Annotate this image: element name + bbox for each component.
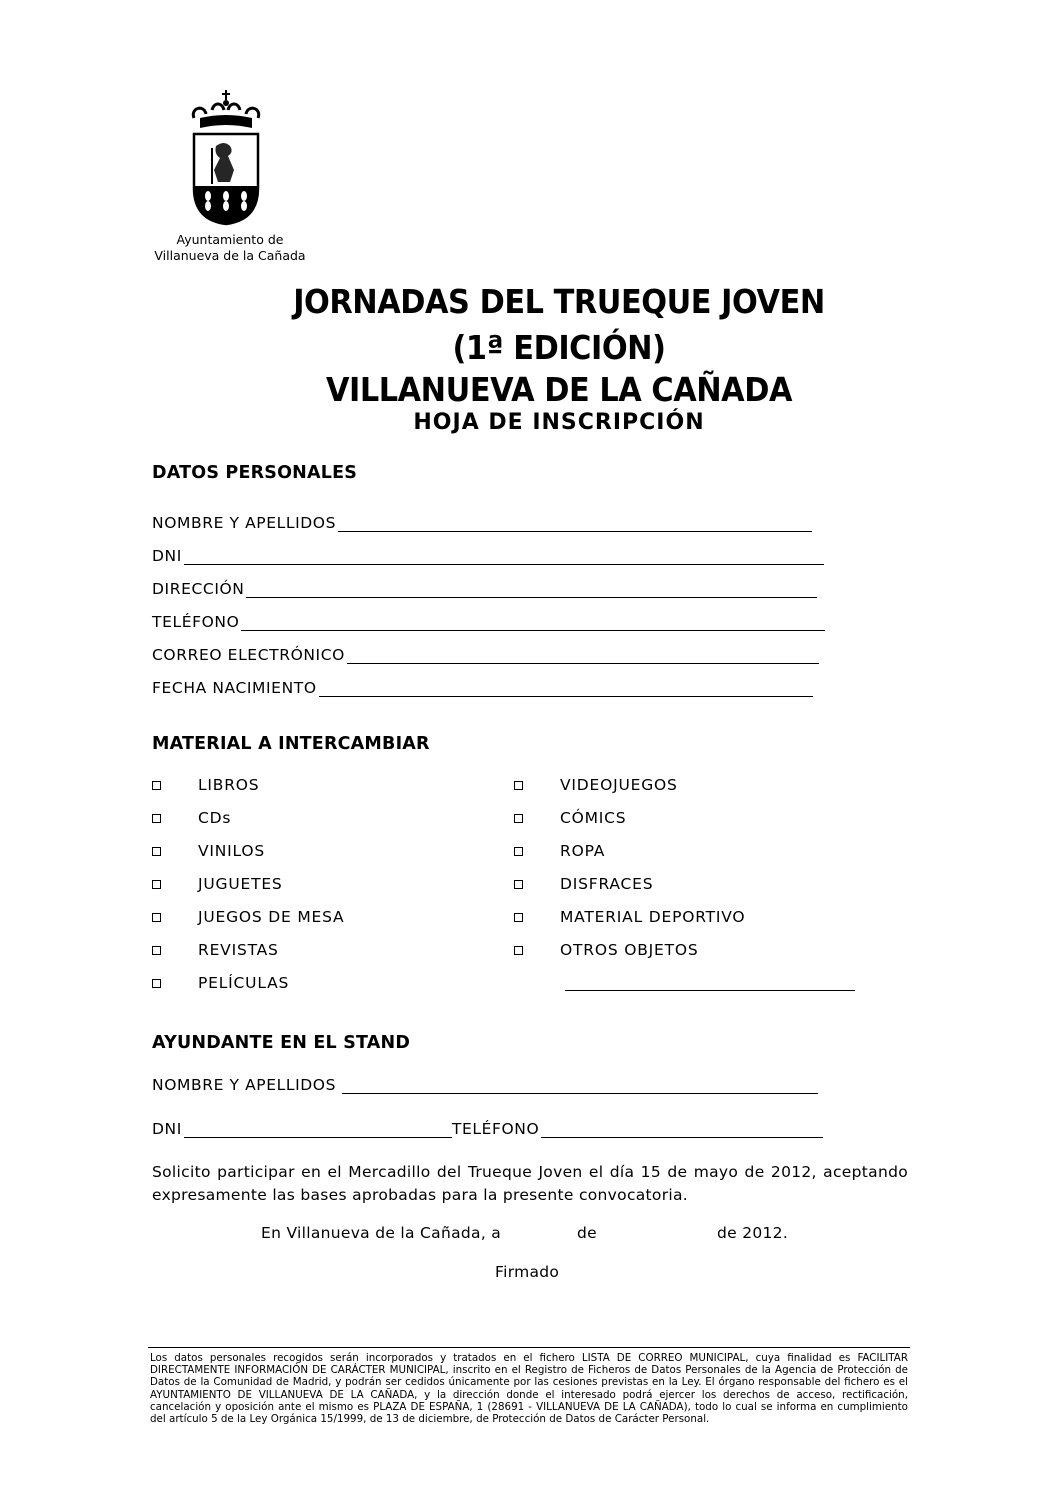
helper-phone-input-line[interactable] [541, 1121, 823, 1138]
date-de-text: de [577, 1224, 597, 1242]
material-option-ropa[interactable] [514, 840, 745, 862]
option-label: LIBROS [198, 776, 260, 794]
event-title-line3: VILLANUEVA DE LA CAÑADA [325, 370, 793, 409]
checkbox[interactable] [152, 913, 161, 922]
checkbox[interactable] [152, 814, 161, 823]
field-birthdate-label: FECHA NACIMIENTO [152, 679, 317, 697]
helper-phone-label: TELÉFONO [451, 1120, 540, 1138]
other-objects-input-line[interactable] [565, 990, 855, 991]
checkbox[interactable] [152, 946, 161, 955]
event-title-line1: JORNADAS DEL TRUEQUE JOVEN [293, 282, 825, 321]
field-name-input-line[interactable] [338, 515, 812, 532]
helper-name-field[interactable] [152, 1074, 818, 1094]
material-option-cds[interactable] [152, 807, 344, 829]
form-subtitle: HOJA DE INSCRIPCIÓN [413, 410, 705, 435]
data-protection-notice: Los datos personales recogidos serán incorporados y tratados en el fichero LISTA DE CORREO MUNICIPAL, cuya finalidad es FACILITAR DIRECTAMENTE INFORMACIÓN DE CARÁCTER MUNICIPAL, inscrito en el Registro de Ficheros de Datos Personales de la Agencia de Protección de Datos de la Comunidad de Madrid, y podrán ser cedidos únicamente por las cesiones previstas en la Ley. El órgano responsable del fichero es el AYUNTAMIENTO DE VILLANUEVA DE LA CAÑADA, y la dirección donde el interesado podrá ejercer los derechos de acceso, rectificación, cancelación y oposición ante el mismo es PLAZA DE ESPAÑA, 1 (28691 - VILLANUEVA DE LA CAÑADA), todo lo cual se informa en cumplimiento del artículo 5 de la Ley Orgánica 15/1999, de 13 de diciembre, de Protección de Datos de Carácter Personal. [150, 1352, 908, 1426]
field-dni[interactable] [152, 545, 824, 565]
checkbox[interactable] [514, 781, 523, 790]
field-address-input-line[interactable] [246, 581, 817, 598]
option-label: CDs [198, 809, 232, 827]
field-email-label: CORREO ELECTRÓNICO [152, 646, 345, 664]
field-phone-input-line[interactable] [241, 614, 825, 631]
participation-statement: Solicito participar en el Mercadillo del Trueque Joven el día 15 de mayo de 2012, aceptando expresamente las bases aprobadas para la presente convocatoria. [152, 1163, 908, 1204]
checkbox[interactable] [152, 979, 161, 988]
section-personal-heading: DATOS PERSONALES [152, 463, 358, 483]
place-text: En Villanueva de la Cañada, a [261, 1224, 502, 1242]
section-material-heading: MATERIAL A INTERCAMBIAR [152, 734, 430, 754]
field-dni-label: DNI [152, 547, 182, 565]
material-left-column [152, 774, 344, 994]
option-label: CÓMICS [560, 809, 627, 827]
helper-dni-label: DNI [152, 1120, 182, 1138]
option-label: ROPA [560, 842, 606, 860]
field-email-input-line[interactable] [347, 647, 819, 664]
material-option-comics[interactable] [514, 807, 745, 829]
helper-name-label: NOMBRE Y APELLIDOS [152, 1076, 337, 1094]
material-option-disfraces[interactable] [514, 873, 745, 895]
option-label: PELÍCULAS [198, 974, 290, 992]
checkbox[interactable] [514, 913, 523, 922]
field-name-label: NOMBRE Y APELLIDOS [152, 514, 337, 532]
municipal-crest-logo [186, 88, 266, 228]
material-option-peliculas[interactable] [152, 972, 344, 994]
checkbox[interactable] [514, 946, 523, 955]
helper-name-input-line[interactable] [342, 1077, 818, 1094]
option-label: REVISTAS [198, 941, 279, 959]
material-right-column [514, 774, 745, 961]
option-label: JUGUETES [198, 875, 283, 893]
section-helper-heading: AYUNDANTE EN EL STAND [152, 1033, 411, 1053]
checkbox[interactable] [152, 880, 161, 889]
checkbox[interactable] [514, 847, 523, 856]
helper-dni-input-line[interactable] [184, 1121, 452, 1138]
checkbox[interactable] [514, 814, 523, 823]
option-label: MATERIAL DEPORTIVO [560, 908, 746, 926]
checkbox[interactable] [514, 880, 523, 889]
field-birthdate-input-line[interactable] [319, 680, 813, 697]
field-phone-label: TELÉFONO [152, 613, 240, 631]
date-year-text: de 2012. [717, 1224, 789, 1242]
material-option-otros-objetos[interactable] [514, 939, 745, 961]
option-label: VIDEOJUEGOS [560, 776, 678, 794]
org-name-line1: Ayuntamiento de [176, 232, 284, 247]
field-email[interactable] [152, 644, 819, 664]
event-title-line2: (1ª EDICIÓN) [452, 328, 666, 367]
helper-dni-phone-field[interactable] [152, 1118, 823, 1138]
material-option-juguetes[interactable] [152, 873, 344, 895]
option-label: JUEGOS DE MESA [198, 908, 345, 926]
checkbox[interactable] [152, 781, 161, 790]
org-name-line2: Villanueva de la Cañada [154, 248, 306, 263]
checkbox[interactable] [152, 847, 161, 856]
option-label: OTROS OBJETOS [560, 941, 699, 959]
material-option-juegos-de-mesa[interactable] [152, 906, 344, 928]
footer-divider [148, 1347, 910, 1348]
material-option-videojuegos[interactable] [514, 774, 745, 796]
field-phone[interactable] [152, 611, 825, 631]
option-label: VINILOS [198, 842, 266, 860]
field-birthdate[interactable] [152, 677, 813, 697]
field-dni-input-line[interactable] [184, 548, 824, 565]
material-option-revistas[interactable] [152, 939, 344, 961]
field-address-label: DIRECCIÓN [152, 580, 245, 598]
material-option-material-deportivo[interactable] [514, 906, 745, 928]
field-name[interactable] [152, 512, 812, 532]
material-option-libros[interactable] [152, 774, 344, 796]
field-address[interactable] [152, 578, 817, 598]
material-option-vinilos[interactable] [152, 840, 344, 862]
signed-label: Firmado [495, 1263, 560, 1281]
option-label: DISFRACES [560, 875, 654, 893]
